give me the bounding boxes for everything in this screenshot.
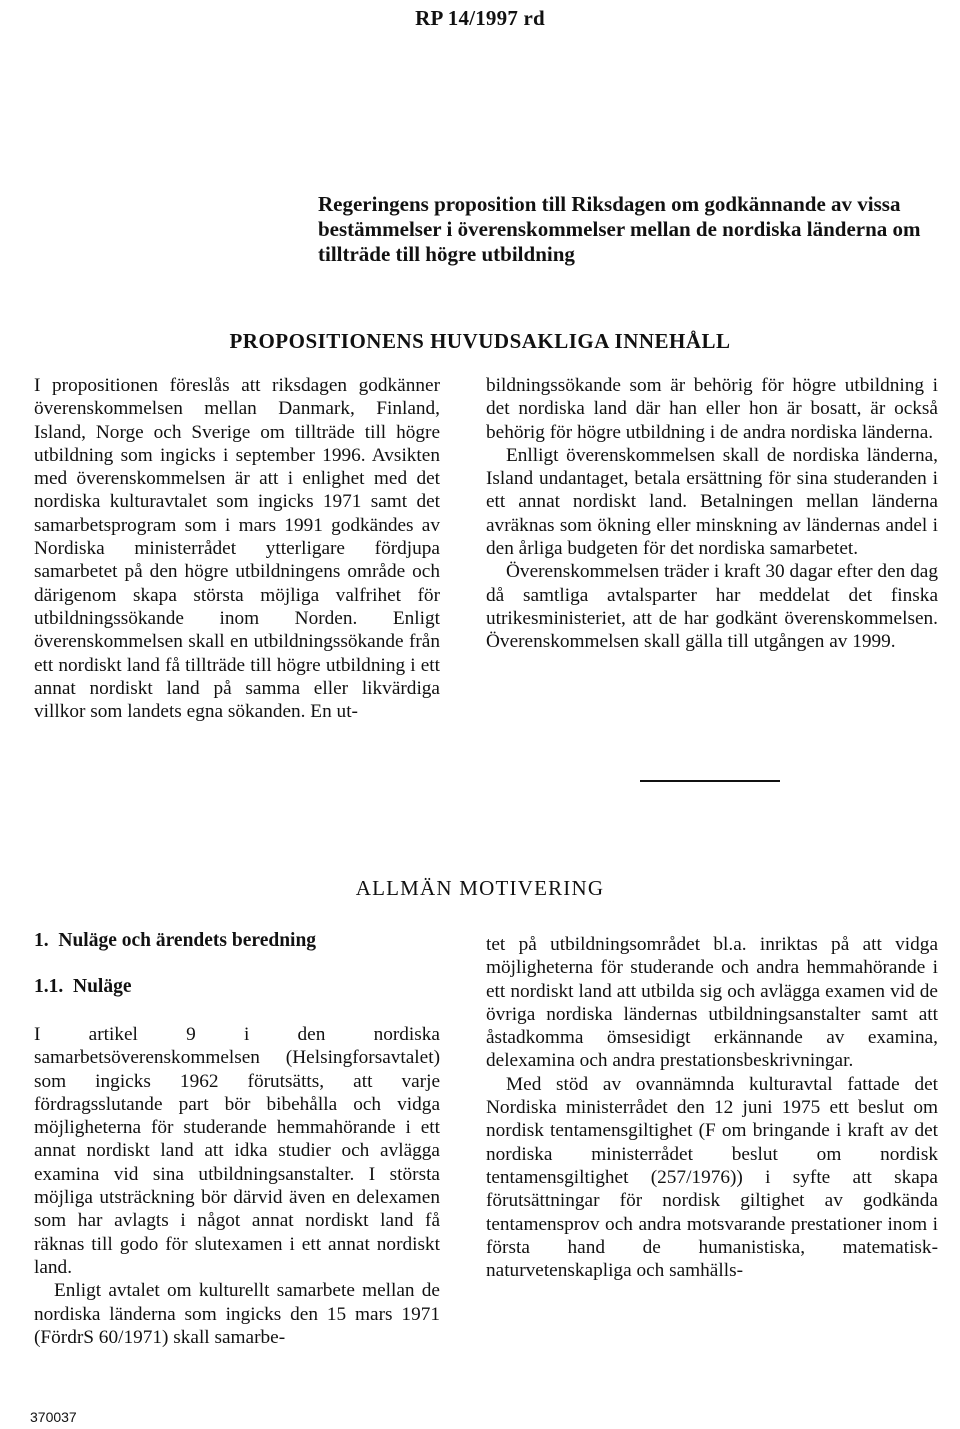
summary-paragraph: Enlligt överenskommelsen skall de nordiska länderna, Island undantaget, betala ersättning för sina studeranden i ett annat nordiskt land. Betalningen mellan länderna avräknas som ökning eller minskning av ländernas andel i den årliga budgeten för det nordiska samarbetet. xyxy=(486,444,938,560)
proposition-title: Regeringens proposition till Riksdagen om godkännande av vissa bestämmelser i överenskommelser mellan de nordiska länderna om tillträde till högre utbildning xyxy=(318,192,921,266)
summary-paragraph: bildningssökande som är behörig för högre utbildning i det nordiska land där han eller hon är bosatt, är också behörig för högre utbildning i de andra nordiska länderna. xyxy=(486,375,938,443)
motivation-paragraph: Med stöd av ovannämnda kulturavtal fattade det Nordiska ministerrådet den 12 juni 1975 ett beslut om nordisk tentamensgiltighet (F om bringande i kraft av det nordiska ministerrådet beslut om nordisk tentamensgiltighet (257/1976)) i syfte att skapa förutsättningar för nordisk giltighet av godkända tentamensprov och andra motsvarande prestationer inom i första hand de humanistiska, matematisk-naturvetenskapliga och samhälls- xyxy=(486,1073,938,1282)
summary-paragraph: I propositionen föreslås att riksdagen godkänner överenskommelsen mellan Danmark, Finland, Island, Norge och Sverige om tillträde till högre utbildning som ingicks i september 1996. Avsikten med överenskommelsen är att i enlighet med det nordiska kulturavtalet som ingicks 1971 samt det samarbetsprogram som i mars 1991 godkändes av Nordiska ministerrådet ytterligare fördjupa samarbetet på den högre utbildningens område och därigenom skapa största möjliga valfrihet för utbildningssökande inom Norden. Enligt överenskommelsen skall en utbildningssökande från ett nordiskt land få tillträde till högre utbildning i ett annat nordiskt land på samma eller likvärdiga villkor som landets egna sökanden. En ut- xyxy=(34,375,440,723)
document-id: RP 14/1997 rd xyxy=(415,6,545,30)
section-heading-1: 1. Nuläge och ärendets beredning xyxy=(34,930,317,951)
motivation-heading: ALLMÄN MOTIVERING xyxy=(355,876,605,900)
summary-column-right xyxy=(486,374,938,654)
section-heading-1-1: 1.1. Nuläge xyxy=(34,976,132,997)
summary-paragraph: Överenskommelsen träder i kraft 30 dagar efter den dag då samtliga avtalsparter har meddelat det finska utrikesministeriet, att de har godkänt överenskommelsen. Överenskommelsen skall gälla till utgången av 1999. xyxy=(486,561,938,653)
summary-end-rule xyxy=(640,780,780,782)
motivation-paragraph: I artikel 9 i den nordiska samarbetsöverenskommelsen (Helsingforsavtalet) som ingicks 1962 förutsätts, att varje fördragsslutande part bör bibehålla och vidga möjligheterna för studerande hemmahörande i ett annat nordiskt land att idka studier och avlägga examina vid sina utbildningsanstalter. I största möjliga utsträckning bör därvid även en delexamen som har avlagts i något annat nordiskt land få räknas till godo för slutexamen i ett annat nordiskt land. xyxy=(34,1024,440,1278)
summary-column-left xyxy=(34,374,440,723)
motivation-column-right xyxy=(486,933,938,1282)
page-code: 370037 xyxy=(30,1409,77,1425)
motivation-paragraph: Enligt avtalet om kulturellt samarbete mellan de nordiska länderna som ingicks den 15 mars 1971 (FördrS 60/1971) skall samarbe- xyxy=(34,1280,440,1348)
motivation-column-left xyxy=(34,1023,440,1349)
summary-heading: PROPOSITIONENS HUVUDSAKLIGA INNEHÅLL xyxy=(229,329,731,353)
motivation-paragraph: tet på utbildningsområdet bl.a. inriktas på att vidga möjligheterna för studerande och andra hemmahörande i ett nordiskt land att utbilda sig och avlägga examen vid de övriga nordiska ländernas utbildningsanstalter samt att åstadkomma ömsesidigt erkännande av examina, delexamina och andra prestationsbeskrivningar. xyxy=(486,934,938,1072)
